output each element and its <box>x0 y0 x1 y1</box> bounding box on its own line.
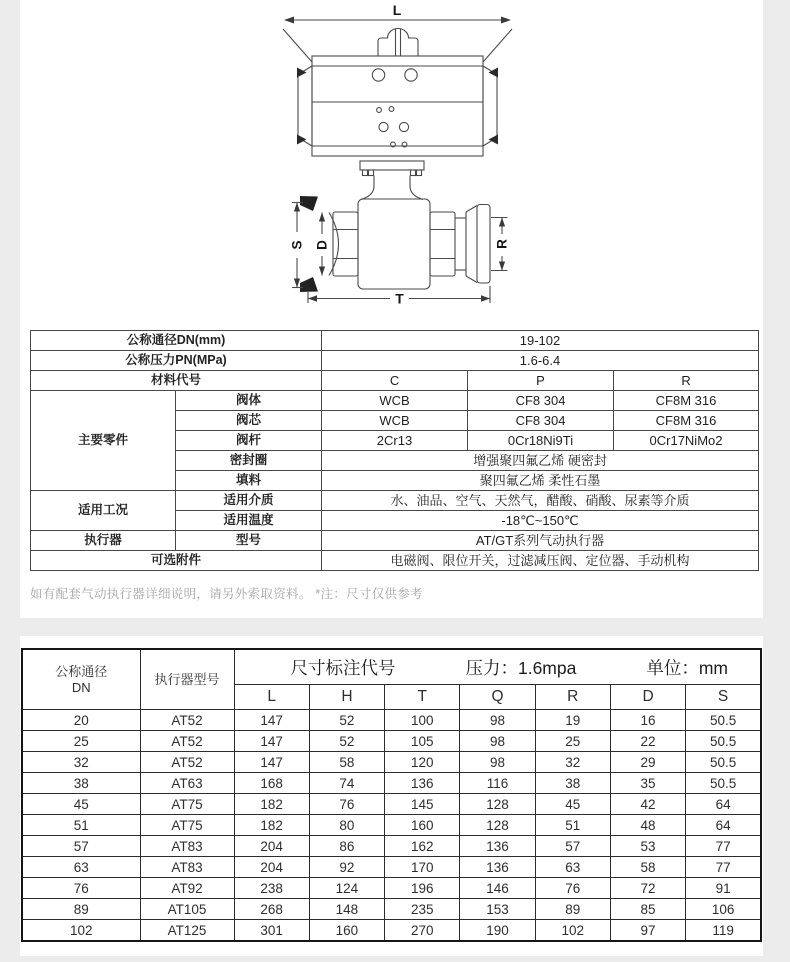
dim-header-row-1 <box>22 649 761 685</box>
spec-value: WCB <box>322 391 468 411</box>
product-sheet-card <box>20 0 763 618</box>
dimension-R <box>491 218 510 271</box>
col-header-dn-line1: 公称通径 <box>55 663 108 679</box>
dim-table-cell: 76 <box>309 794 384 815</box>
col-header-T: T <box>385 685 460 710</box>
spec-row-body <box>31 391 759 411</box>
col-header-dn <box>22 649 140 710</box>
dim-label-R: R <box>494 239 510 249</box>
dim-table-cell: 160 <box>385 815 460 836</box>
dim-table-cell: 72 <box>610 878 685 899</box>
dim-table-cell: 168 <box>234 773 309 794</box>
spec-sublabel: 阀体 <box>176 391 322 411</box>
spec-label: 可选附件 <box>31 551 322 571</box>
dim-table-cell: 25 <box>22 731 140 752</box>
dim-table-row <box>22 794 761 815</box>
dim-table-cell: 50.5 <box>686 773 761 794</box>
col-header-dn-line2: DN <box>71 679 91 695</box>
dim-table-row <box>22 878 761 899</box>
dim-table-cell: 57 <box>22 836 140 857</box>
col-header-H: H <box>309 685 384 710</box>
dim-table-cell: 92 <box>309 857 384 878</box>
dim-table-cell: 89 <box>22 899 140 920</box>
dim-table-cell: 51 <box>535 815 610 836</box>
dim-table-row <box>22 836 761 857</box>
dim-table-title: 尺寸标注代号 <box>290 657 396 678</box>
spec-value: AT/GT系列气动执行器 <box>322 531 759 551</box>
dim-table-cell: 119 <box>686 920 761 942</box>
actuator-outline <box>297 29 498 157</box>
dim-table-cell: 136 <box>460 836 535 857</box>
spec-row-actuator <box>31 531 759 551</box>
dim-table-cell: 51 <box>22 815 140 836</box>
dim-table-cell: 52 <box>309 731 384 752</box>
dim-table-cell: 170 <box>385 857 460 878</box>
dim-table-row <box>22 815 761 836</box>
dim-table-cell: 268 <box>234 899 309 920</box>
dim-table-cell: 116 <box>460 773 535 794</box>
dim-table-cell: AT63 <box>140 773 234 794</box>
spec-sublabel: 型号 <box>176 531 322 551</box>
spec-value: 2Cr13 <box>322 431 468 451</box>
spec-value: CF8 304 <box>468 391 614 411</box>
dim-table-row <box>22 773 761 794</box>
dim-table-cell: 29 <box>610 752 685 773</box>
spec-value: 水、油品、空气、天然气，醋酸、硝酸、尿素等介质 <box>322 491 759 511</box>
dim-table-cell: 145 <box>385 794 460 815</box>
dim-table-cell: 63 <box>535 857 610 878</box>
spec-label: 主要零件 <box>31 391 176 491</box>
dim-table-cell: 97 <box>610 920 685 942</box>
valve-technical-drawing <box>20 3 763 330</box>
dim-table-cell: 128 <box>460 815 535 836</box>
dim-table-cell: 106 <box>686 899 761 920</box>
dim-table-cell: 148 <box>309 899 384 920</box>
spec-sublabel: 阀杆 <box>176 431 322 451</box>
dim-table-cell: 58 <box>610 857 685 878</box>
dim-table-cell: 53 <box>610 836 685 857</box>
spec-label: 公称压力PN(MPa) <box>31 351 322 371</box>
dim-table-cell: 136 <box>460 857 535 878</box>
dimension-L <box>283 3 512 62</box>
dim-table-cell: 63 <box>22 857 140 878</box>
dim-table-cell: 235 <box>385 899 460 920</box>
spec-sublabel: 填料 <box>176 471 322 491</box>
dim-label-S: S <box>289 240 305 250</box>
dimension-D <box>315 213 330 276</box>
dim-table-row <box>22 752 761 773</box>
spec-value: -18℃~150℃ <box>322 511 759 531</box>
right-ferrule <box>455 205 490 284</box>
dim-table-cell: 25 <box>535 731 610 752</box>
dim-table-cell: AT52 <box>140 710 234 731</box>
spec-label: 公称通径DN(mm) <box>31 331 322 351</box>
dim-table-cell: 19 <box>535 710 610 731</box>
dim-table-row <box>22 731 761 752</box>
dim-table-cell: 146 <box>460 878 535 899</box>
dim-table-cell: 301 <box>234 920 309 942</box>
dim-table-cell: 153 <box>460 899 535 920</box>
dim-table-cell: 147 <box>234 710 309 731</box>
dim-table-cell: AT75 <box>140 815 234 836</box>
dim-table-cell: AT52 <box>140 752 234 773</box>
dim-table-cell: 58 <box>309 752 384 773</box>
dim-table-cell: 196 <box>385 878 460 899</box>
dim-table-cell: 120 <box>385 752 460 773</box>
dim-table-cell: 86 <box>309 836 384 857</box>
spec-value: WCB <box>322 411 468 431</box>
spec-label: 材料代号 <box>31 371 322 391</box>
dim-table-cell: AT52 <box>140 731 234 752</box>
spec-value: 增强聚四氟乙烯 硬密封 <box>322 451 759 471</box>
spec-value: 0Cr17NiMo2 <box>614 431 759 451</box>
dim-table-cell: 52 <box>309 710 384 731</box>
dim-table-cell: 128 <box>460 794 535 815</box>
spec-value: CF8M 316 <box>614 411 759 431</box>
dim-table-cell: 22 <box>610 731 685 752</box>
dim-table-cell: 32 <box>535 752 610 773</box>
spec-sublabel: 适用温度 <box>176 511 322 531</box>
dim-table-cell: 77 <box>686 857 761 878</box>
dim-table-cell: 77 <box>686 836 761 857</box>
pressure-label: 压力：1.6mpa <box>465 657 577 678</box>
dim-table-cell: AT92 <box>140 878 234 899</box>
dim-table-title-cell <box>234 649 761 685</box>
dim-table-cell: 74 <box>309 773 384 794</box>
spec-sublabel: 适用介质 <box>176 491 322 511</box>
dim-table-cell: 136 <box>385 773 460 794</box>
dim-table-cell: 162 <box>385 836 460 857</box>
spec-label: 适用工况 <box>31 491 176 531</box>
col-header-L: L <box>234 685 309 710</box>
spec-row-material-code <box>31 371 759 391</box>
dim-table-cell: 50.5 <box>686 731 761 752</box>
spec-value: 1.6-6.4 <box>322 351 759 371</box>
dim-table-cell: 48 <box>610 815 685 836</box>
dim-label-D: D <box>314 240 330 250</box>
spec-value: 聚四氟乙烯 柔性石墨 <box>322 471 759 491</box>
dim-table-cell: 38 <box>535 773 610 794</box>
spec-value: CF8 304 <box>468 411 614 431</box>
spec-row-dn <box>31 331 759 351</box>
dim-table-cell: 80 <box>309 815 384 836</box>
dim-table-cell: AT83 <box>140 836 234 857</box>
dim-table-cell: 91 <box>686 878 761 899</box>
unit-label: 单位：mm <box>646 657 728 678</box>
dim-table-cell: 270 <box>385 920 460 942</box>
spec-row-pn <box>31 351 759 371</box>
dim-table-row <box>22 920 761 942</box>
dim-table-cell: 102 <box>22 920 140 942</box>
spec-value: CF8M 316 <box>614 391 759 411</box>
spec-value: 19-102 <box>322 331 759 351</box>
col-header-model: 执行器型号 <box>140 649 234 710</box>
dim-table-cell: 147 <box>234 752 309 773</box>
dim-table-cell: 105 <box>385 731 460 752</box>
col-header-R: R <box>535 685 610 710</box>
dim-label-T: T <box>395 290 404 307</box>
dim-table-cell: 124 <box>309 878 384 899</box>
dim-table-cell: 182 <box>234 815 309 836</box>
dim-table-cell: 238 <box>234 878 309 899</box>
dim-table-row <box>22 857 761 878</box>
dim-table-cell: 190 <box>460 920 535 942</box>
dim-table-cell: 57 <box>535 836 610 857</box>
spec-row-accessories <box>31 551 759 571</box>
col-header-S: S <box>686 685 761 710</box>
spec-sublabel: 阀芯 <box>176 411 322 431</box>
dimension-S <box>290 203 305 288</box>
dim-table-cell: AT75 <box>140 794 234 815</box>
dim-table-cell: 98 <box>460 731 535 752</box>
dim-table-cell: AT83 <box>140 857 234 878</box>
dim-table-cell: 16 <box>610 710 685 731</box>
spec-value: P <box>468 371 614 391</box>
dim-table-cell: 45 <box>22 794 140 815</box>
dim-table-cell: 64 <box>686 815 761 836</box>
dim-table-cell: 20 <box>22 710 140 731</box>
dim-table-cell: 32 <box>22 752 140 773</box>
dim-table-cell: 64 <box>686 794 761 815</box>
spec-table <box>30 330 759 571</box>
dim-table-cell: 89 <box>535 899 610 920</box>
dim-table-cell: 42 <box>610 794 685 815</box>
spec-value: C <box>322 371 468 391</box>
dim-table-cell: 102 <box>535 920 610 942</box>
dim-table-cell: 98 <box>460 710 535 731</box>
dim-table-cell: 100 <box>385 710 460 731</box>
dim-table-row <box>22 710 761 731</box>
dim-table-cell: 38 <box>22 773 140 794</box>
dim-table-cell: AT105 <box>140 899 234 920</box>
dim-table-cell: 76 <box>535 878 610 899</box>
dim-table-cell: 98 <box>460 752 535 773</box>
dim-table-cell: AT125 <box>140 920 234 942</box>
spec-row-media <box>31 491 759 511</box>
dim-table-cell: 160 <box>309 920 384 942</box>
spec-value: R <box>614 371 759 391</box>
dimension-table-card <box>20 636 763 956</box>
dim-label-L: L <box>392 3 402 18</box>
dim-table-row <box>22 899 761 920</box>
dim-table-cell: 76 <box>22 878 140 899</box>
dimension-table <box>21 648 762 942</box>
dim-table-cell: 204 <box>234 836 309 857</box>
dim-table-cell: 45 <box>535 794 610 815</box>
col-header-D: D <box>610 685 685 710</box>
spec-value: 0Cr18Ni9Ti <box>468 431 614 451</box>
spec-label: 执行器 <box>31 531 176 551</box>
col-header-Q: Q <box>460 685 535 710</box>
mounting-bracket <box>360 161 424 176</box>
spec-value: 电磁阀、限位开关，过滤减压阀、定位器、手动机构 <box>322 551 759 571</box>
dim-table-cell: 182 <box>234 794 309 815</box>
footnote: 如有配套气动执行器详细说明，请另外索取资料。 *注：尺寸仅供参考 <box>30 587 423 601</box>
dim-table-cell: 35 <box>610 773 685 794</box>
dim-table-cell: 147 <box>234 731 309 752</box>
dim-table-cell: 50.5 <box>686 752 761 773</box>
spec-sublabel: 密封圈 <box>176 451 322 471</box>
dim-table-cell: 204 <box>234 857 309 878</box>
dim-table-cell: 85 <box>610 899 685 920</box>
valve-body-outline <box>333 176 455 290</box>
dim-table-body <box>22 710 761 942</box>
dim-table-cell: 50.5 <box>686 710 761 731</box>
